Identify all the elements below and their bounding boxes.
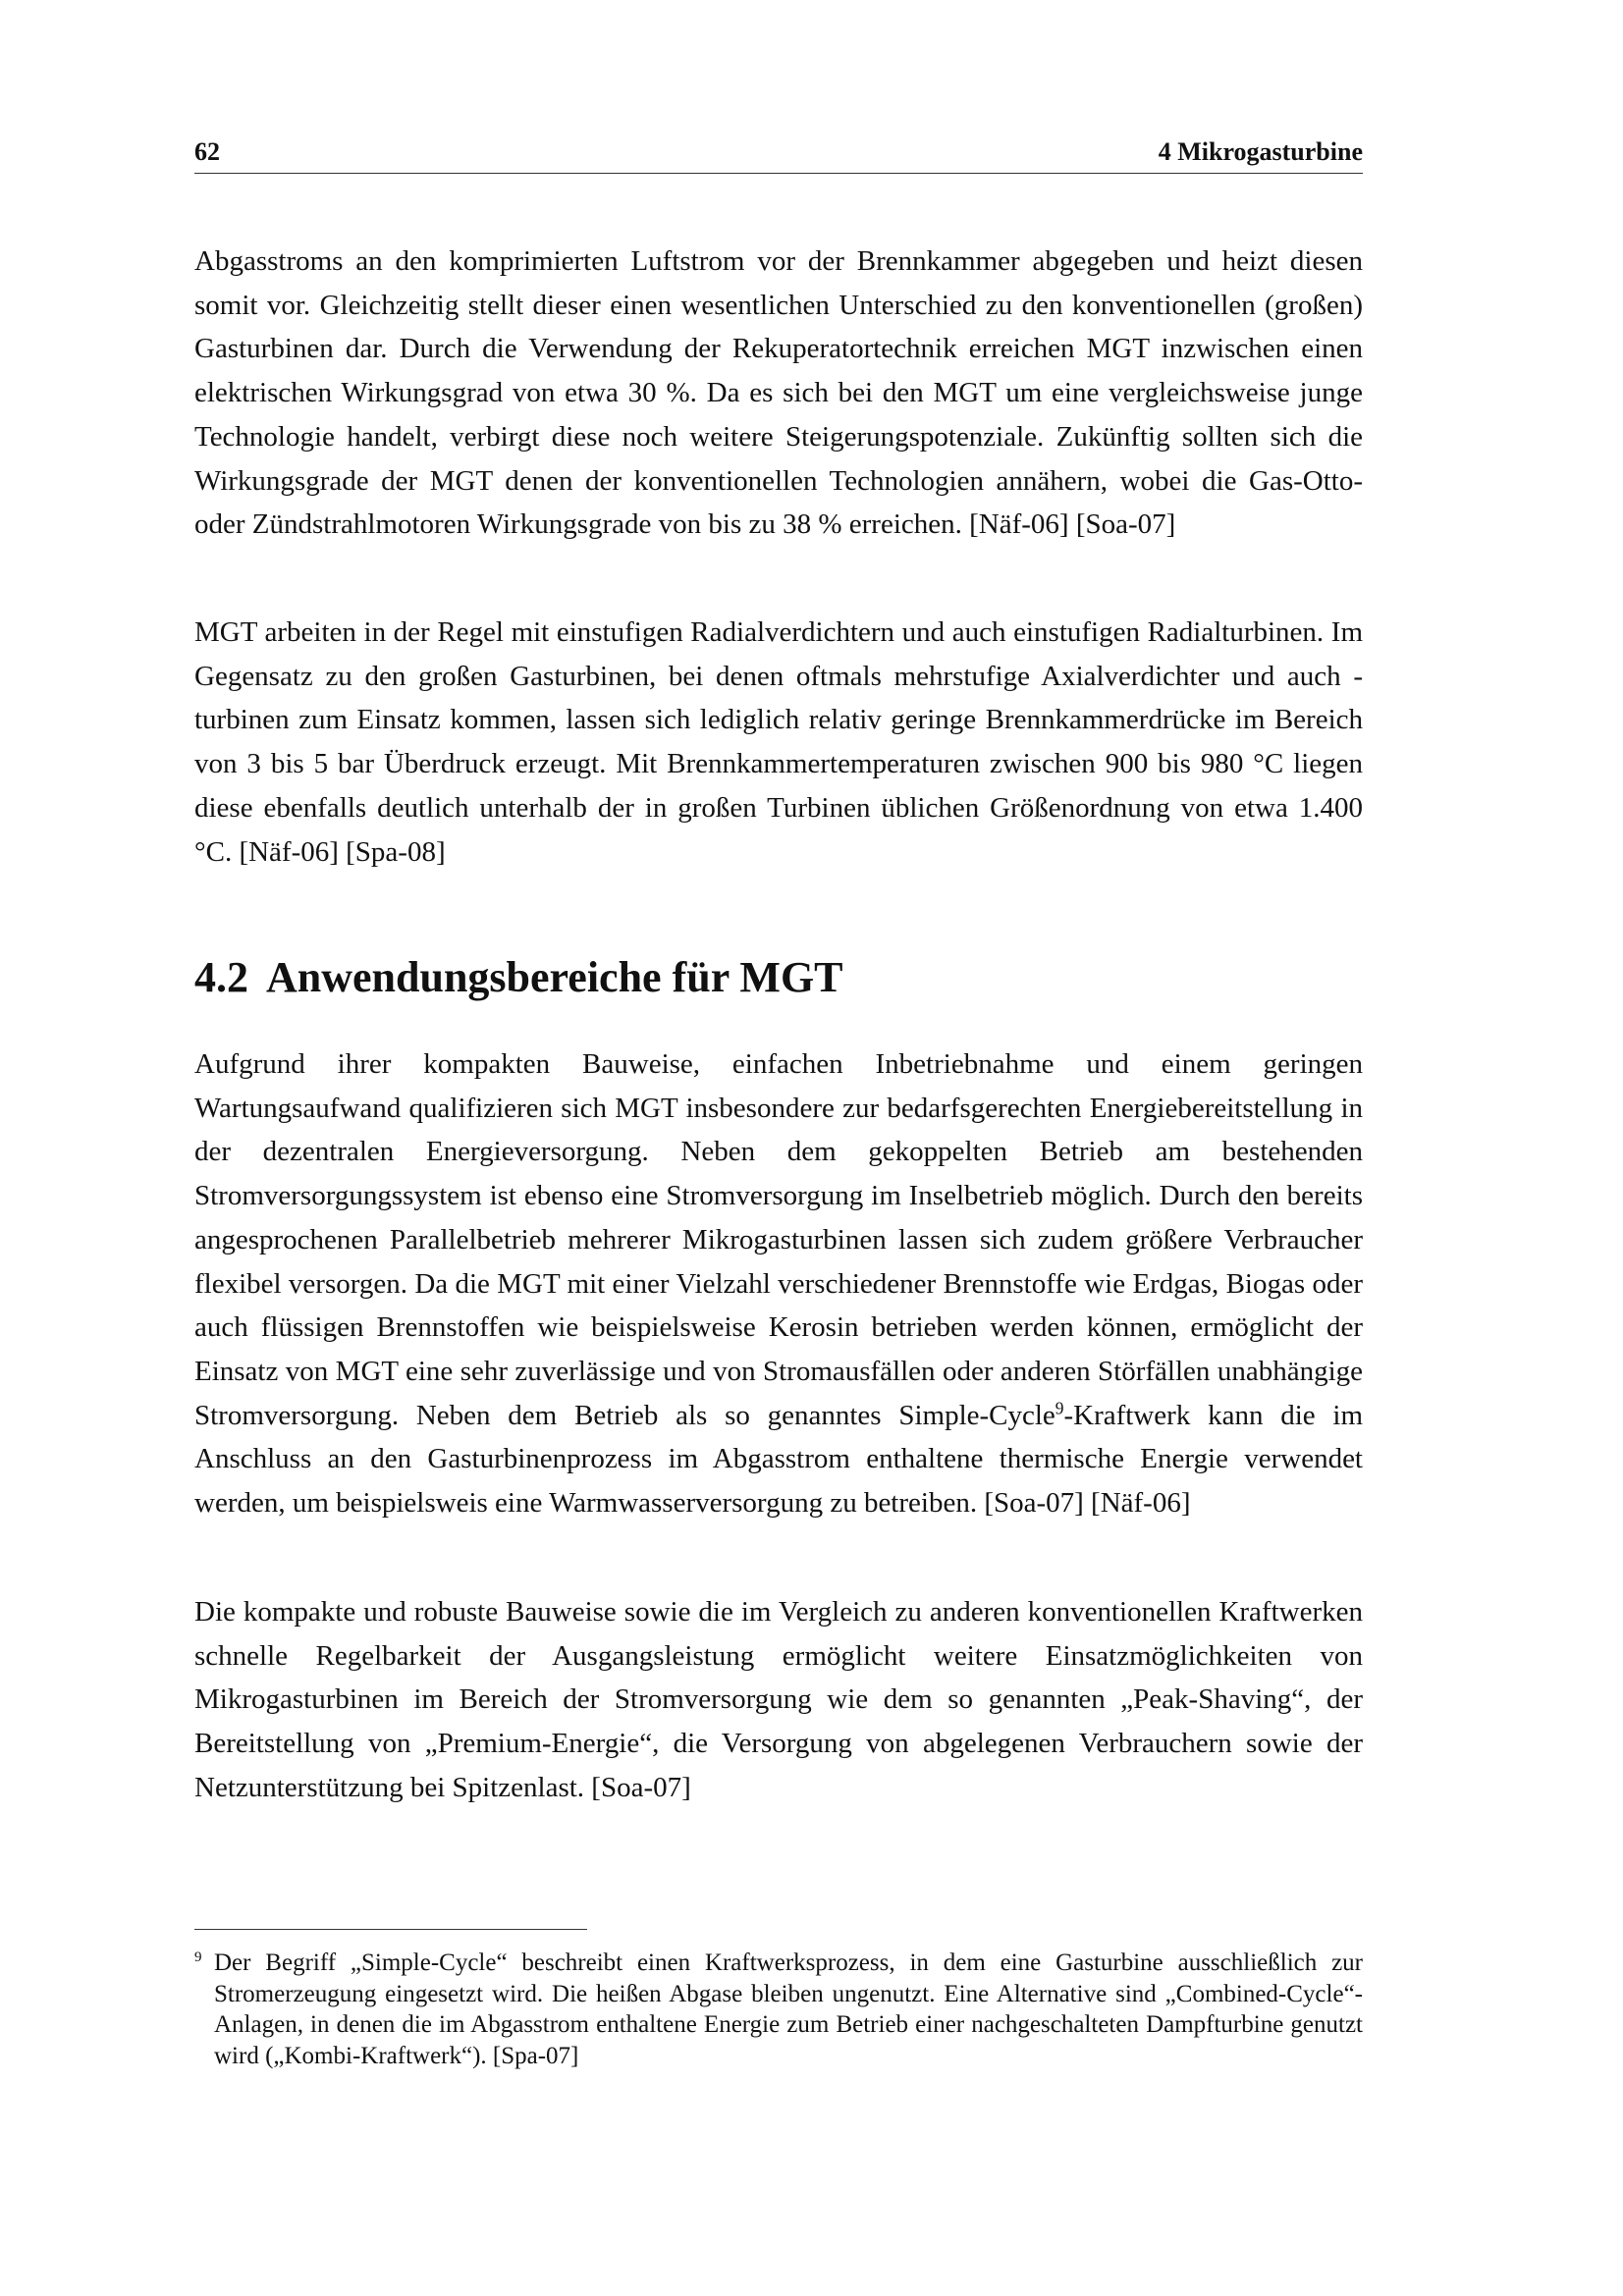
footnote-reference[interactable]: 9: [1055, 1397, 1064, 1417]
paragraph-1: Abgasstroms an den komprimierten Luftstrom vor der Brennkammer abgegeben und heizt diesen somit vor. Gleichzeitig stellt dieser einen wesentlichen Unterschied zu den konventionellen (großen) Gasturbinen dar. Durch die Verwendung der Rekuperatortechnik erreichen MGT inzwischen einen elektrischen Wirkungsgrad von etwa 30 %. Da es sich bei den MGT um eine vergleichsweise junge Technologie handelt, verbirgt diese noch weitere Steigerungspotenziale. Zukünftig sollten sich die Wirkungsgrade der MGT denen der konventionellen Technologien annähern, wobei die Gas-Otto- oder Zündstrahlmotoren Wirkungsgrade von bis zu 38 % erreichen. [Näf-06] [Soa-07]: [194, 245, 1363, 541]
footnote-text: Der Begriff „Simple-Cycle“ beschreibt einen Kraftwerksprozess, in dem eine Gasturbine ausschließlich zur Stromerzeugung eingesetzt wird. Die heißen Abgase bleiben ungenutzt. Eine Alternative sind „Combined-Cycle“-Anlagen, in denen die im Abgasstrom enthaltene Energie zum Betrieb einer nachgeschalteten Dampfturbine genutzt wird („Kombi-Kraftwerk“). [Spa-07]: [214, 1949, 1363, 2069]
chapter-title: 4 Mikrogasturbine: [1158, 137, 1363, 166]
paragraph-2: MGT arbeiten in der Regel mit einstufigen Radialverdichtern und auch einstufigen Radialturbinen. Im Gegensatz zu den großen Gasturbinen, bei denen oftmals mehrstufige Axialverdichter und auch -turbinen zum Einsatz kommen, lassen sich lediglich relativ geringe Brennkammerdrücke im Bereich von 3 bis 5 bar Überdruck erzeugt. Mit Brennkammertemperaturen zwischen 900 bis 980 °C liegen diese ebenfalls deutlich unterhalb der in großen Turbinen üblichen Größenordnung von etwa 1.400 °C. [Näf-06] [Spa-08]: [194, 616, 1363, 868]
document-page: [194, 0, 1363, 2296]
section-number: 4.2: [194, 953, 248, 1001]
paragraph-3-text-end: -Kraftwerk kann die im Anschluss an den Gasturbinenprozess im Abgasstrom enthaltene thermische Energie verwendet werden, um beispielsweis eine Warmwasserversorgung zu betreiben. [Soa-07] [Näf-06]: [194, 1399, 1363, 1520]
running-header: [194, 137, 1363, 174]
page-number: 62: [194, 137, 220, 166]
footnote: 9 Der Begriff „Simple-Cycle“ beschreibt einen Kraftwerksprozess, in dem eine Gasturbine ausschließlich zur Stromerzeugung eingesetzt wird. Die heißen Abgase bleiben ungenutzt. Eine Alternative sind „Combined-Cycle“-Anlagen, in denen die im Abgasstrom enthaltene Energie zum Betrieb einer nachgeschalteten Dampfturbine genutzt wird („Kombi-Kraftwerk“). [Spa-07]: [194, 1949, 1363, 2069]
paragraph-4: Die kompakte und robuste Bauweise sowie die im Vergleich zu anderen konventionellen Kraftwerken schnelle Regelbarkeit der Ausgangsleistung ermöglicht weitere Einsatzmöglichkeiten von Mikrogasturbinen im Bereich der Stromversorgung wie dem so genannten „Peak-Shaving“, der Bereitstellung von „Premium-Energie“, die Versorgung von abgelegenen Verbrauchern sowie der Netzunterstützung bei Spitzenlast. [Soa-07]: [194, 1596, 1363, 1803]
paragraph-3-text-start: Aufgrund ihrer kompakten Bauweise, einfachen Inbetriebnahme und einem geringen Wartungsaufwand qualifizieren sich MGT insbesondere zur bedarfsgerechten Energiebereitstellung in der dezentralen Energieversorgung. Neben dem gekoppelten Betrieb am bestehenden Stromversorgungssystem ist ebenso eine Stromversorgung im Inselbetrieb möglich. Durch den bereits angesprochenen Parallelbetrieb mehrerer Mikrogasturbinen lassen sich zudem größere Verbraucher flexibel versorgen. Da die MGT mit einer Vielzahl verschiedener Brennstoffe wie Erdgas, Biogas oder auch flüssigen Brennstoffen wie beispielsweise Kerosin betrieben werden können, ermöglicht der Einsatz von MGT eine sehr zuverlässige und von Stromausfällen oder anderen Störfällen unabhängige Stromversorgung. Neben dem Betrieb als so genanntes Simple-Cycle: [194, 1048, 1363, 1431]
footnote-divider: [194, 1929, 587, 1930]
section-title: Anwendungsbereiche für MGT: [266, 953, 843, 1001]
section-heading: [194, 950, 843, 1005]
paragraph-3: [194, 1042, 1363, 1525]
